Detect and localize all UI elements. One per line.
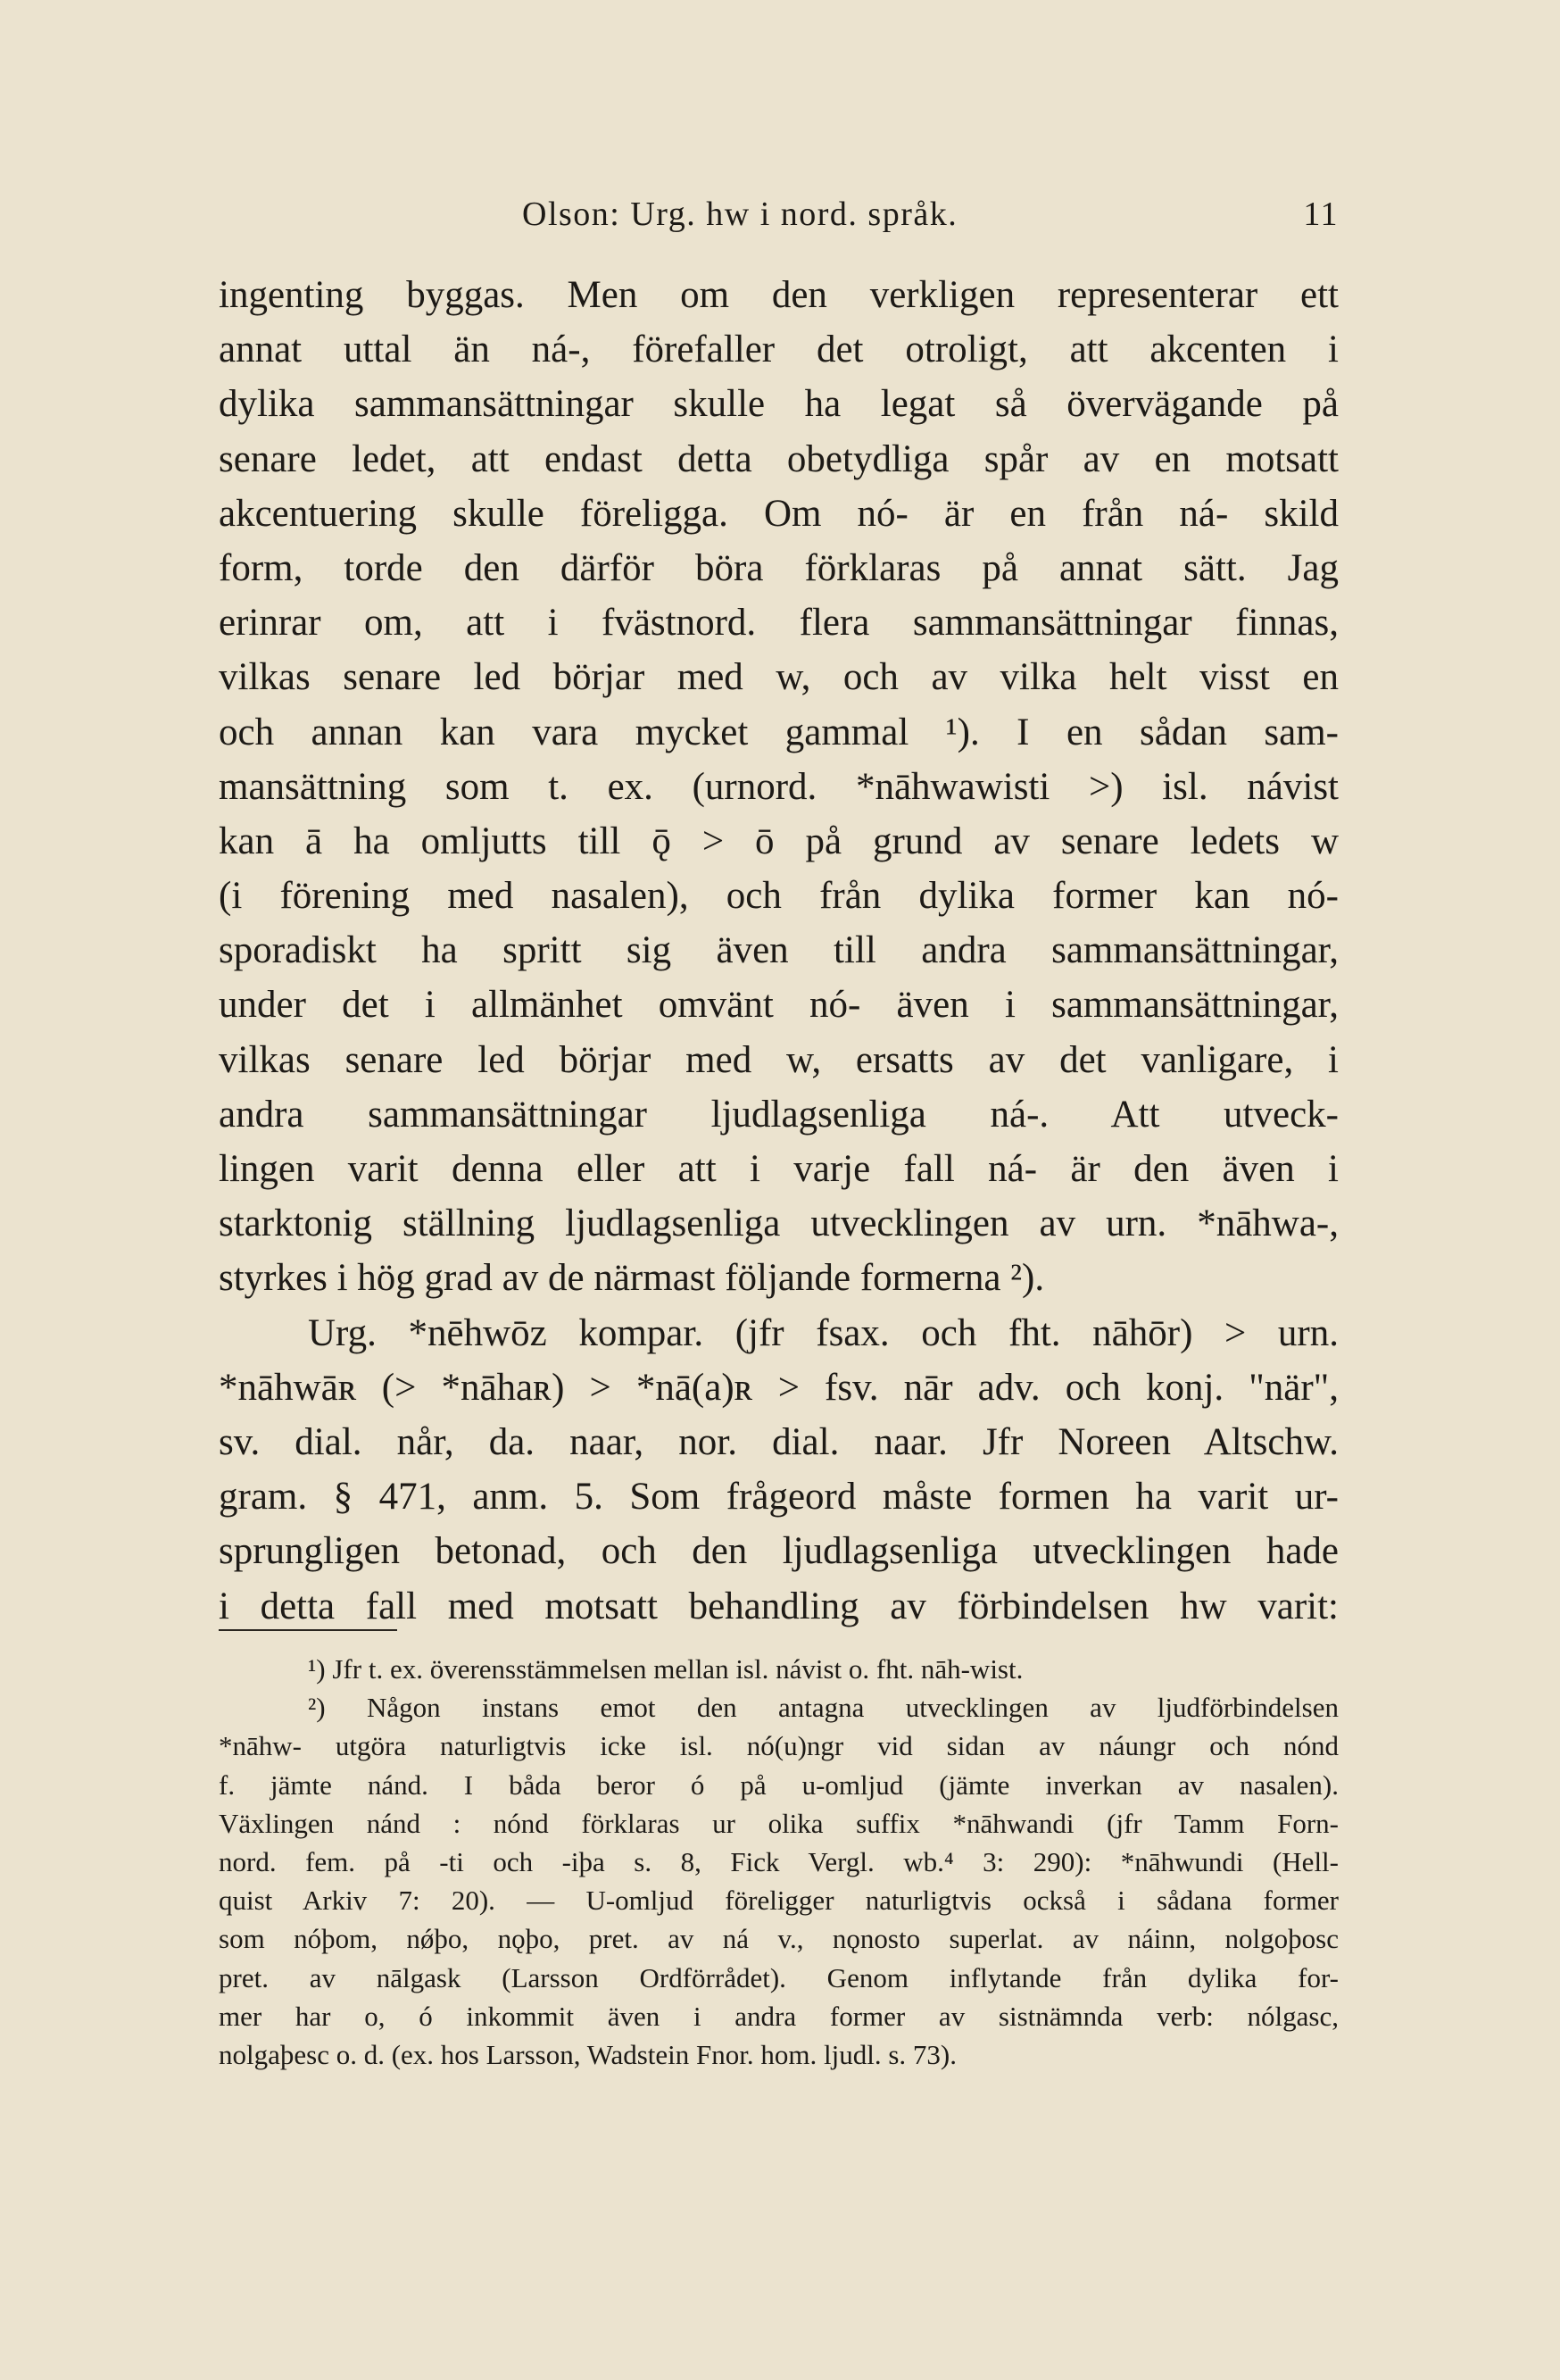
text-line: Urg. *nēhwōz kompar. (jfr fsax. och fht. nāhōr) > urn.: [308, 1311, 1339, 1354]
text-line: sprungligen betonad, och den ljudlagsenliga utvecklingen hade: [219, 1530, 1339, 1573]
text-line: starktonig ställning ljudlagsenliga utvecklingen av urn. *nāhwa-,: [219, 1202, 1339, 1245]
text-line: styrkes i hög grad av de närmast följande formerna ²).: [219, 1257, 1045, 1300]
text-line: lingen varit denna eller att i varje fall ná- är den även i: [219, 1148, 1339, 1190]
footnote-line: f. jämte nánd. I båda beror ó på u-omljud (jämte inverkan av nasalen).: [219, 1768, 1339, 1801]
text-line: mansättning som t. ex. (urnord. *nāhwawisti >) isl. návist: [219, 765, 1339, 808]
running-header: [219, 195, 1339, 248]
footnote-line: *nāhw- utgöra naturligtvis icke isl. nó(u)ngr vid sidan av náungr och nónd: [219, 1730, 1339, 1762]
text-line: gram. § 471, anm. 5. Som frågeord måste formen ha varit ur-: [219, 1476, 1339, 1519]
page-number: 11: [1303, 196, 1339, 233]
text-line: senare ledet, att endast detta obetydliga spår av en motsatt: [219, 437, 1339, 480]
text-line: form, torde den därför böra förklaras på annat sätt. Jag: [219, 546, 1339, 589]
text-line: dylika sammansättningar skulle ha legat så övervägande på: [219, 383, 1339, 426]
footnote-line: pret. av nālgask (Larsson Ordförrådet). Genom inflytande från dylika for-: [219, 1961, 1339, 1993]
footnote-line: nolgaþesc o. d. (ex. hos Larsson, Wadstein Fnor. hom. ljudl. s. 73).: [219, 2038, 957, 2070]
footnotes: [219, 1650, 1339, 2074]
running-title: Olson: Urg. hw i nord. språk.: [522, 196, 958, 233]
text-line: sv. dial. når, da. naar, nor. dial. naar. Jfr Noreen Altschw.: [219, 1420, 1339, 1463]
body-text: [219, 268, 1339, 1634]
text-line: vilkas senare led börjar med w, ersatts av det vanligare, i: [219, 1038, 1339, 1081]
text-line: vilkas senare led börjar med w, och av vilka helt visst en: [219, 656, 1339, 699]
text-line: (i förening med nasalen), och från dylika former kan nó-: [219, 875, 1339, 918]
text-line: erinrar om, att i fvästnord. flera sammansättningar finnas,: [219, 602, 1339, 645]
footnote-line: som nóþom, nǿþo, nǫþo, pret. av ná v., nǫnosto superlat. av náinn, nolgoþosc: [219, 1923, 1339, 1955]
text-line: kan ā ha omljutts till ǭ > ō på grund av senare ledets w: [219, 820, 1339, 862]
text-line: andra sammansättningar ljudlagsenliga ná-. Att utveck-: [219, 1093, 1339, 1136]
footnote-line: mer har o, ó inkommit även i andra former av sistnämnda verb: nólgasc,: [219, 2000, 1339, 2032]
text-line: ingenting byggas. Men om den verkligen representerar ett: [219, 274, 1339, 316]
text-line: *nāhwāʀ (> *nāhaʀ) > *nā(a)ʀ > fsv. nār adv. och konj. "när",: [219, 1366, 1339, 1409]
footnote-line: Växlingen nánd : nónd förklaras ur olika suffix *nāhwandi (jfr Tamm Forn-: [219, 1807, 1339, 1839]
text-line: och annan kan vara mycket gammal ¹). I en sådan sam-: [219, 711, 1339, 753]
text-line: akcentuering skulle föreligga. Om nó- är en från ná- skild: [219, 492, 1339, 535]
footnote-2: ²) Någon instans emot den antagna utvecklingen av ljudförbindelsen: [308, 1692, 1339, 1724]
footnote-line: nord. fem. på -ti och -iþa s. 8, Fick Vergl. wb.⁴ 3: 290): *nāhwundi (Hell-: [219, 1845, 1339, 1877]
text-line: under det i allmänhet omvänt nó- även i sammansättningar,: [219, 984, 1339, 1027]
text-line: annat uttal än ná-, förefaller det otroligt, att akcenten i: [219, 329, 1339, 371]
footnote-line: quist Arkiv 7: 20). — U-omljud föreligger naturligtvis också i sådana former: [219, 1885, 1339, 1917]
footnote-1: ¹) Jfr t. ex. överensstämmelsen mellan isl. návist o. fht. nāh-wist.: [308, 1653, 1024, 1685]
footnote-separator: [219, 1629, 397, 1631]
text-line: i detta fall med motsatt behandling av förbindelsen hw varit:: [219, 1585, 1339, 1627]
text-line: sporadiskt ha spritt sig även till andra sammansättningar,: [219, 929, 1339, 972]
